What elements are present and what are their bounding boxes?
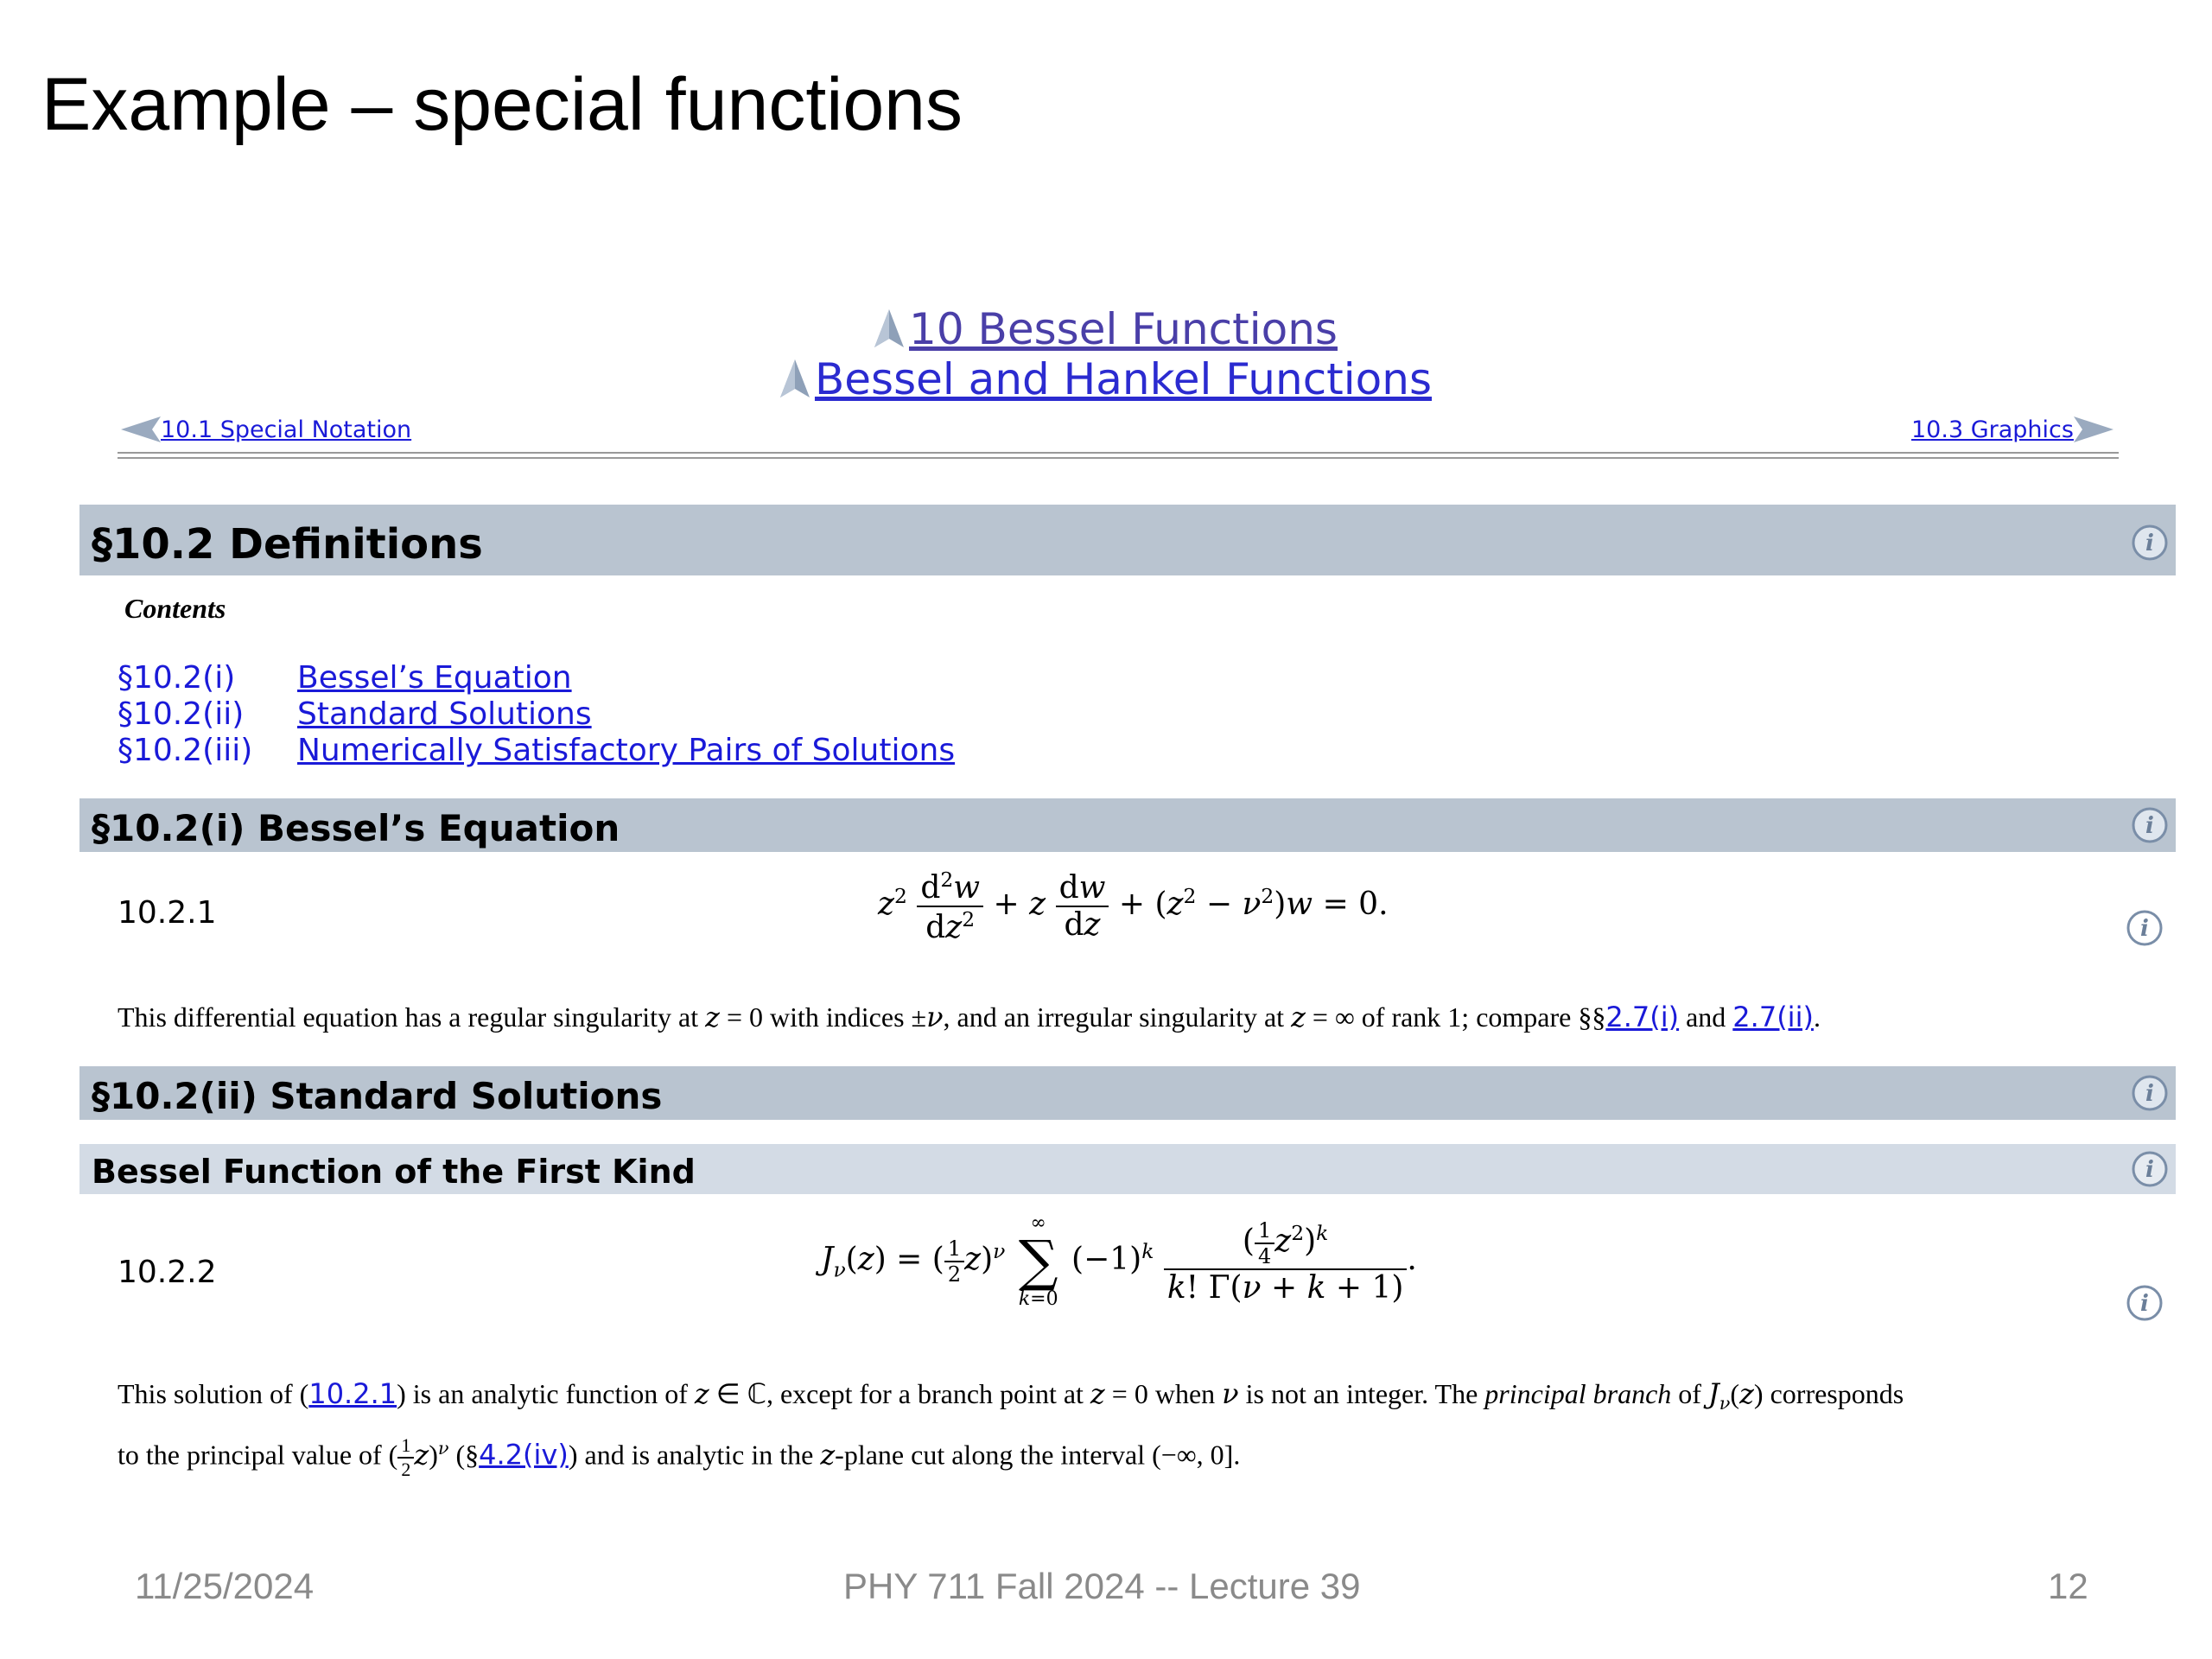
svg-text:i: i bbox=[2140, 1291, 2149, 1317]
text: to the principal value of bbox=[118, 1439, 389, 1471]
prev-section-link[interactable]: 10.1 Special Notation bbox=[161, 416, 412, 443]
toc-item[interactable] bbox=[118, 733, 955, 768]
svg-text:i: i bbox=[2145, 531, 2154, 556]
up-arrow-icon bbox=[780, 359, 810, 397]
paragraph-analytic-line1: This solution of (10.2.1) is an analytic function of z ∈ ℂ, except for a branch point at z = 0 when ν is not an integer. The principal branch of $J_\nu(z)$ corresponds bbox=[118, 1377, 1904, 1414]
svg-text:i: i bbox=[2140, 916, 2149, 942]
info-icon[interactable] bbox=[2131, 806, 2169, 844]
next-section-link[interactable]: 10.3 Graphics bbox=[1911, 416, 2074, 443]
text: (§ bbox=[448, 1439, 480, 1471]
svg-text:i: i bbox=[2145, 813, 2154, 839]
text: corresponds bbox=[1763, 1378, 1904, 1409]
toc-link-bessels-equation[interactable]: Bessel’s Equation bbox=[297, 660, 572, 696]
equation-bessel-series: $J_\nu(z)$ = ( $\frac{1}{2}$ z)$^\nu$ ∞ ∑ k=0 $(-1)^k$ ( $\frac{1}{4}$ $z^2)^k$ k! Γ(ν + k + 1) . bbox=[821, 1212, 1417, 1311]
next-nav bbox=[1911, 416, 2113, 443]
text: is not an integer. The bbox=[1238, 1378, 1485, 1409]
text: This solution of ( bbox=[118, 1378, 309, 1409]
text: -plane cut along the interval bbox=[835, 1439, 1153, 1471]
paragraph-analytic-line2: to the principal value of ( $\frac{1}{2}$ z)$^\nu$ (§4.2(iv)) and is analytic in the z-plane cut along the interval (−∞, 0]. bbox=[118, 1434, 1241, 1480]
paragraph-heading: Bessel Function of the First Kind bbox=[92, 1153, 696, 1191]
text: ) and is analytic in the bbox=[568, 1439, 821, 1471]
text: when bbox=[1147, 1378, 1223, 1409]
text: of bbox=[1671, 1378, 1708, 1409]
text: , and an irregular singularity at bbox=[943, 1001, 1292, 1033]
footer-course: PHY 711 Fall 2024 -- Lecture 39 bbox=[843, 1566, 1361, 1606]
right-arrow-icon bbox=[2074, 416, 2113, 442]
contents-label: Contents bbox=[124, 593, 226, 624]
prev-nav bbox=[121, 416, 411, 443]
text: This differential equation has a regular singularity at bbox=[118, 1001, 706, 1033]
left-arrow-icon bbox=[121, 416, 161, 442]
info-icon[interactable] bbox=[2126, 1284, 2164, 1322]
subsection-heading: §10.2(i) Bessel’s Equation bbox=[92, 807, 620, 849]
text: ; compare §§ bbox=[1461, 1001, 1606, 1033]
subsection-heading: §10.2(ii) Standard Solutions bbox=[92, 1075, 663, 1117]
ref-link-2-7-i[interactable]: 2.7(i) bbox=[1605, 1001, 1680, 1033]
nav-divider bbox=[118, 452, 2119, 454]
toc-number: §10.2(i) bbox=[118, 660, 236, 696]
subsection-heading-bar bbox=[79, 1066, 2176, 1120]
ref-link-2-7-ii[interactable]: 2.7(ii) bbox=[1732, 1001, 1814, 1033]
footer-date: 11/25/2024 bbox=[135, 1566, 315, 1606]
equation-number: 10.2.1 bbox=[118, 895, 217, 931]
ref-link-10-2-1[interactable]: 10.2.1 bbox=[308, 1377, 397, 1410]
section-heading-bar bbox=[79, 505, 2176, 575]
info-icon[interactable] bbox=[2131, 1074, 2169, 1112]
emphasis: principal branch bbox=[1484, 1378, 1672, 1409]
text: ) is an analytic function of bbox=[397, 1378, 695, 1409]
part-link[interactable]: Bessel and Hankel Functions bbox=[814, 354, 1433, 404]
chapter-nav bbox=[0, 304, 2212, 354]
subsection-heading-bar bbox=[79, 798, 2176, 852]
ref-link-4-2-iv[interactable]: 4.2(iv) bbox=[479, 1438, 569, 1471]
text: with indices bbox=[762, 1001, 912, 1033]
toc-link-numerically-satisfactory[interactable]: Numerically Satisfactory Pairs of Solutions bbox=[297, 733, 956, 768]
toc-item[interactable] bbox=[118, 696, 592, 732]
info-icon[interactable] bbox=[2131, 524, 2169, 562]
svg-text:i: i bbox=[2145, 1081, 2154, 1107]
paragraph-heading-bar bbox=[79, 1144, 2176, 1194]
part-nav bbox=[0, 354, 2212, 404]
equation-bessel-ode: $z^2$ $\frac{d^2w}{dz^2}$ + z $\frac{dw}{dz}$ + $(z^2 - \nu^2)w = 0$. bbox=[878, 868, 1389, 945]
slide-title: Example – special functions bbox=[41, 63, 963, 146]
equation-number: 10.2.2 bbox=[118, 1255, 217, 1290]
section-heading: §10.2 Definitions bbox=[92, 520, 483, 569]
toc-item[interactable] bbox=[118, 660, 572, 696]
svg-text:i: i bbox=[2145, 1157, 2154, 1183]
chapter-link[interactable]: 10 Bessel Functions bbox=[909, 304, 1338, 354]
nav-divider-2 bbox=[118, 457, 2119, 459]
text: of rank bbox=[1354, 1001, 1448, 1033]
paragraph-singularity: This differential equation has a regular singularity at z = 0 with indices ±ν, and an irregular singularity at z = ∞ of rank 1; compare §§2.7(i) and 2.7(ii). bbox=[118, 1001, 1821, 1033]
info-icon[interactable] bbox=[2131, 1150, 2169, 1188]
toc-link-standard-solutions[interactable]: Standard Solutions bbox=[297, 696, 592, 732]
info-icon[interactable] bbox=[2126, 909, 2164, 947]
footer-page-number: 12 bbox=[2048, 1566, 2088, 1606]
text: and bbox=[1679, 1001, 1733, 1033]
text: , except for a branch point at bbox=[766, 1378, 1090, 1409]
text: . bbox=[1813, 1001, 1821, 1033]
toc-number: §10.2(ii) bbox=[118, 696, 245, 732]
up-arrow-icon bbox=[874, 309, 904, 347]
toc-number: §10.2(iii) bbox=[118, 733, 253, 768]
